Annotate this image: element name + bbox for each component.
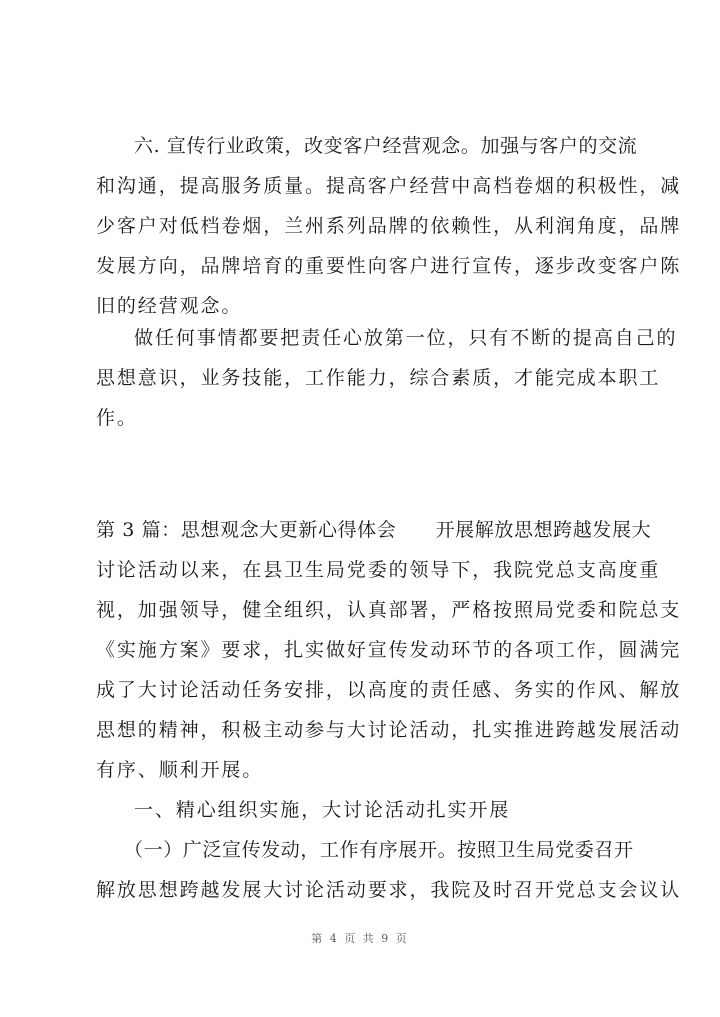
article3-heading-one: 一、精心组织实施，大讨论活动扎实开展	[134, 799, 511, 821]
article3-sub-line-1: （一）广泛宣传发动，工作有序展开。按照卫生局党委召开	[124, 839, 634, 861]
section-six-line-2: 和沟通，提高服务质量。提高客户经营中高档卷烟的积极性，减	[96, 175, 682, 197]
closing-line-3: 作。	[96, 407, 138, 429]
closing-line-2: 思想意识，业务技能，工作能力，综合素质，才能完成本职工	[96, 367, 661, 389]
section-six-line-4: 发展方向，品牌培育的重要性向客户进行宣传，逐步改变客户陈	[96, 255, 682, 277]
article3-line-4: 《实施方案》要求，扎实做好宣传发动环节的各项工作，圆满完	[96, 639, 682, 661]
article3-line-7: 有序、顺利开展。	[96, 759, 264, 781]
section-six-line-1: 六. 宣传行业政策，改变客户经营观念。加强与客户的交流	[134, 135, 638, 157]
article3-sub-line-2: 解放思想跨越发展大讨论活动要求，我院及时召开党总支会议认	[96, 879, 682, 901]
article3-line-6: 思想的精神，积极主动参与大讨论活动，扎实推进跨越发展活动	[96, 719, 682, 741]
page-number-footer: 第 4 页 共 9 页	[311, 932, 409, 945]
article3-line-3: 视，加强领导，健全组织，认真部署，严格按照局党委和院总支	[96, 599, 682, 621]
section-six-line-5: 旧的经营观念。	[96, 295, 243, 317]
article3-line-1: 第 3 篇：思想观念大更新心得体会 开展解放思想跨越发展大	[96, 519, 652, 541]
article3-line-5: 成了大讨论活动任务安排，以高度的责任感、务实的作风、解放	[96, 679, 682, 701]
article3-line-2: 讨论活动以来，在县卫生局党委的领导下，我院党总支高度重	[96, 559, 661, 581]
section-six-line-3: 少客户对低档卷烟，兰州系列品牌的依赖性，从利润角度，品牌	[96, 215, 682, 237]
closing-line-1: 做任何事情都要把责任心放第一位，只有不断的提高自己的	[134, 327, 678, 349]
